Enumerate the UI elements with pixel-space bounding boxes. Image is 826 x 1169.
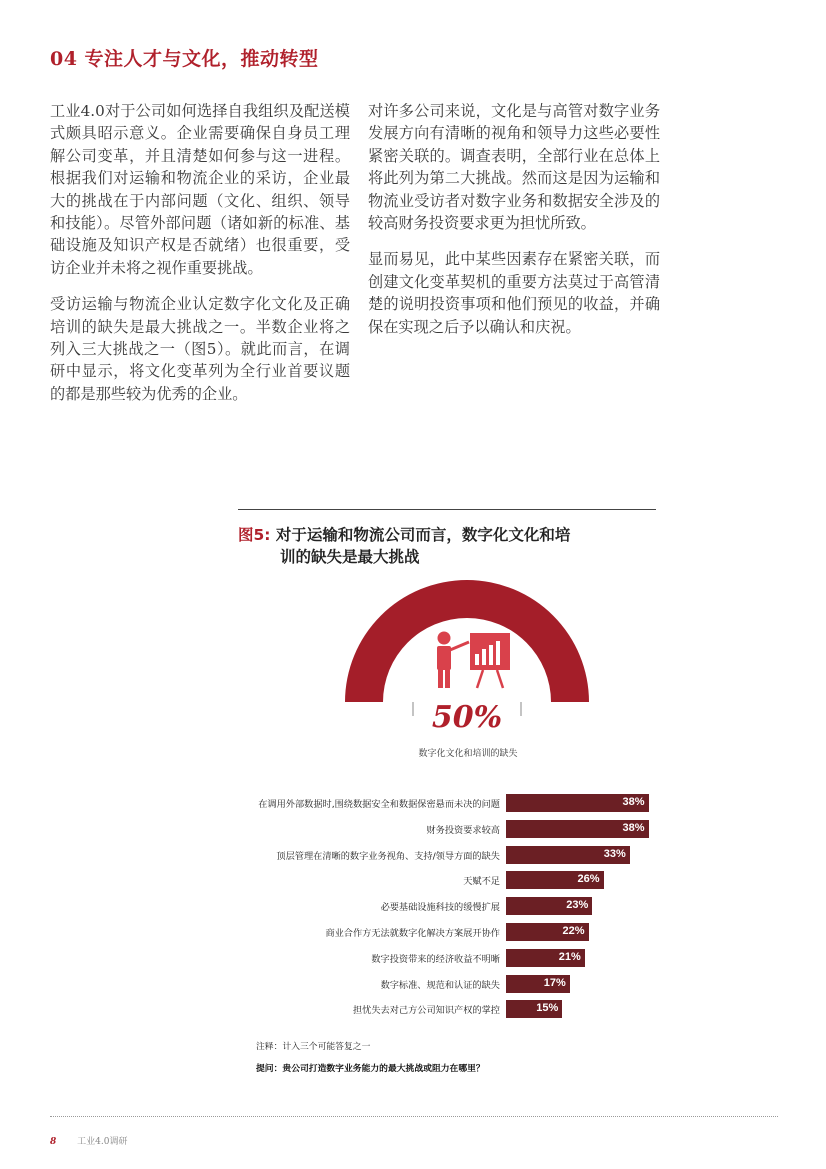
bar <box>506 923 589 941</box>
donut-label: 数字化文化和培训的缺失 <box>418 749 518 759</box>
bar-value-label: 17% <box>543 976 566 989</box>
right-column <box>368 100 660 352</box>
bar <box>506 949 585 967</box>
paragraph: 显而易见，此中某些因素存在紧密关联，而创建文化变革契机的重要方法莫过于高管清楚的说明投资事项和他们预见的收益，并确保在实现之后予以确认和庆祝。 <box>368 250 660 336</box>
bar-row <box>200 1000 670 1018</box>
half-donut-chart <box>343 578 591 718</box>
figure-top-rule <box>238 509 656 510</box>
bar-value-label: 38% <box>622 796 645 808</box>
bar-category-label: 天赋不足 <box>463 876 500 888</box>
figure-note: 注释：计入三个可能答复之一 <box>256 1042 371 1052</box>
bar <box>506 1000 562 1018</box>
bar-category-label: 必要基础设施科技的缓慢扩展 <box>380 902 500 914</box>
paragraph: 工业4.0对于公司如何选择自我组织及配送模式颇具昭示意义。企业需要确保自身员工理解公司变革，并且清楚如何参与这一进程。根据我们对运输和物流企业的采访，企业最大的挑战在于内部问题（文化、组织、领导和技能）。尽管外部问题（诸如新的标准、基础设施及知识产权是否就绪）也很重要，受访企业并未将之视作重要挑战。 <box>50 102 350 277</box>
bar-category-label: 顶层管理在清晰的数字业务视角、支持/领导方面的缺失 <box>276 850 500 862</box>
bar <box>506 975 570 993</box>
bar-value-label: 38% <box>622 821 645 834</box>
bar <box>506 820 649 838</box>
bar <box>506 871 604 889</box>
figure-title-line2: 训的缺失是最大挑战 <box>280 548 420 566</box>
figure-title <box>238 524 658 568</box>
bar-category-label: 担忧失去对己方公司知识产权的掌控 <box>353 1005 500 1017</box>
bar-value-label: 33% <box>603 847 626 860</box>
bar-row <box>200 897 670 915</box>
footer-title: 工业4.0调研 <box>77 1137 128 1147</box>
bar-value-label: 23% <box>566 899 589 912</box>
left-column <box>50 100 350 419</box>
section-title: 04 专注人才与文化，推动转型 <box>50 48 319 70</box>
figure-question: 提问：贵公司打造数字业务能力的最大挑战或阻力在哪里？ <box>256 1064 485 1074</box>
donut-percent: 50% <box>431 700 503 735</box>
bar-category-label: 财务投资要求较高 <box>426 824 500 836</box>
bar-value-label: 21% <box>558 950 581 963</box>
paragraph: 受访运输与物流企业认定数字化文化及正确培训的缺失是最大挑战之一。半数企业将之列入三大挑战之一（图5）。就此而言，在调研中显示，将文化变革列为全行业首要议题的都是那些较为优秀的企业。 <box>50 295 350 403</box>
donut-arc <box>345 580 589 702</box>
bar-category-label: 数字投资带来的经济收益不明晰 <box>371 953 500 965</box>
bar-row <box>200 846 670 864</box>
bar-category-label: 数字标准、规范和认证的缺失 <box>380 979 500 991</box>
bar-value-label: 15% <box>536 1002 559 1015</box>
footer <box>50 1134 127 1147</box>
presenter-chart-icon <box>437 632 510 689</box>
paragraph: 对许多公司来说，文化是与高管对数字业务发展方向有清晰的视角和领导力这些必要性紧密关联的。调查表明，全部行业在总体上将此列为第二大挑战。然而这是因为运输和物流业受访者对数字业务和数据安全涉及的较高财务投资要求更为担忧所致。 <box>368 102 660 233</box>
bar <box>506 794 649 812</box>
bar-category-label: 在调用外部数据时,围绕数据安全和数据保密悬而未决的问题 <box>258 799 500 810</box>
bar-category-label: 商业合作方无法就数字化解决方案展开协作 <box>325 928 500 939</box>
bar <box>506 897 592 915</box>
bar-row <box>200 794 670 812</box>
bar-row <box>200 923 670 941</box>
bar-row <box>200 975 670 993</box>
bar <box>506 846 630 864</box>
bar-row <box>200 871 670 889</box>
figure-title-line1: 对于运输和物流公司而言，数字化文化和培 <box>275 526 571 544</box>
bar-value-label: 22% <box>562 925 585 937</box>
footer-rule <box>50 1116 778 1117</box>
bar-value-label: 26% <box>577 873 600 886</box>
page-number: 8 <box>50 1137 57 1147</box>
bar-row <box>200 949 670 967</box>
bar-row <box>200 820 670 838</box>
figure-label: 图5: <box>238 526 271 544</box>
